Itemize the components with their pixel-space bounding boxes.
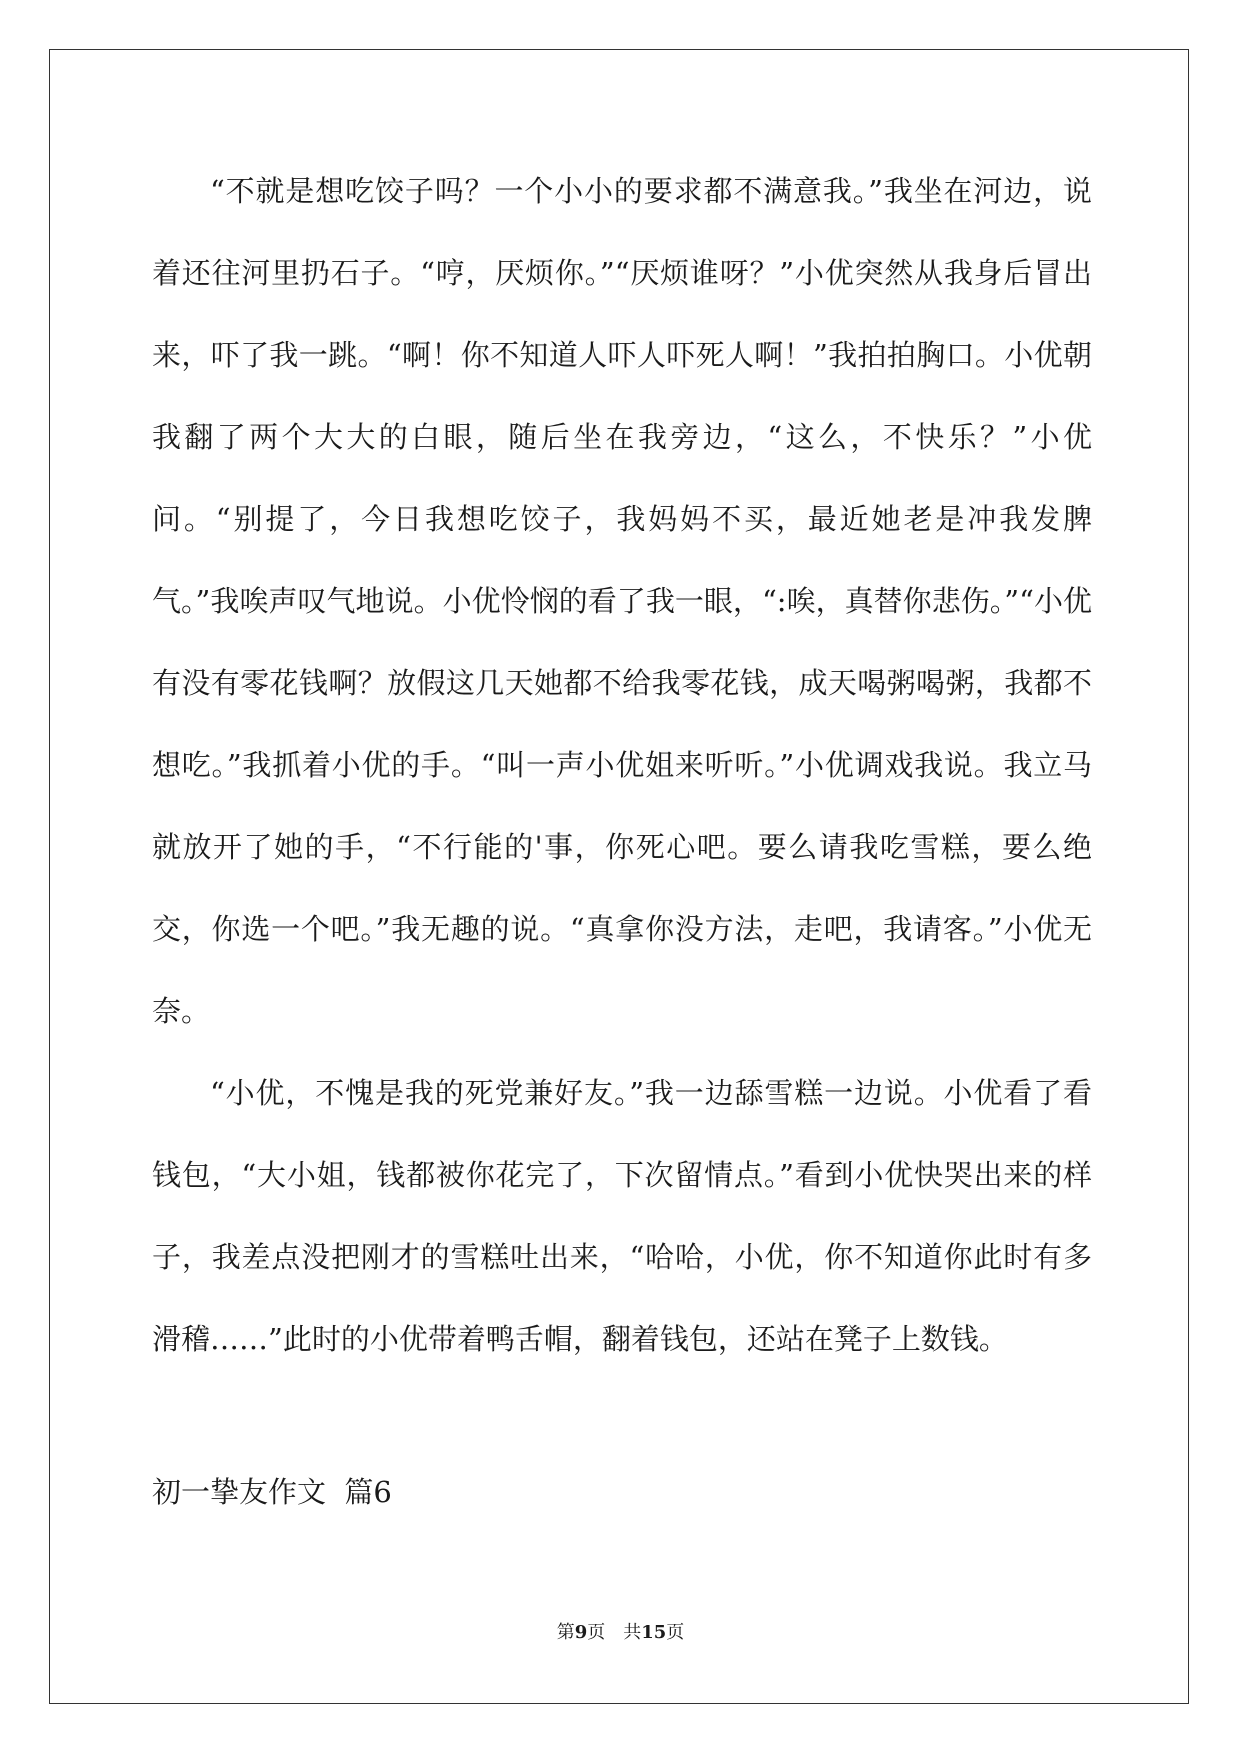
section-heading: 初一挚友作文 篇6 (152, 1475, 392, 1509)
footer-mid: 页 共 (587, 1622, 642, 1643)
footer-prefix: 第 (556, 1622, 575, 1643)
current-page-number: 9 (574, 1622, 588, 1643)
total-page-number: 15 (641, 1622, 667, 1643)
body-paragraph-1: “不就是想吃饺子吗？一个小小的要求都不满意我。”我坐在河边，说着还往河里扔石子。“哼，厌烦你。”“厌烦谁呀？”小优突然从我身后冒出来，吓了我一跳。“啊！你不知道人吓人吓死人啊！”我拍拍胸口。小优朝我翻了两个大大的白眼，随后坐在我旁边，“这么，不快乐？”小优问。“别提了，今日我想吃饺子，我妈妈不买，最近她老是冲我发脾气。”我唉声叹气地说。小优怜悯的看了我一眼，“:唉，真替你悲伤。”“小优有没有零花钱啊？放假这几天她都不给我零花钱，成天喝粥喝粥，我都不想吃。”我抓着小优的手。“叫一声小优姐来听听。”小优调戏我说。我立马就放开了她的手，“不行能的'事，你死心吧。要么请我吃雪糕，要么绝交，你选一个吧。”我无趣的说。“真拿你没方法，走吧，我请客。”小优无奈。 (152, 174, 1092, 1028)
body-paragraph-2: “小优，不愧是我的死党兼好友。”我一边舔雪糕一边说。小优看了看钱包，“大小姐，钱都被你花完了，下次留情点。”看到小优快哭出来的样子，我差点没把刚才的雪糕吐出来，“哈哈，小优，你不知道你此时有多滑稽……”此时的小优带着鸭舌帽，翻着钱包，还站在凳子上数钱。 (152, 1076, 1092, 1356)
page-footer (0, 1618, 1241, 1644)
footer-suffix: 页 (666, 1622, 685, 1643)
